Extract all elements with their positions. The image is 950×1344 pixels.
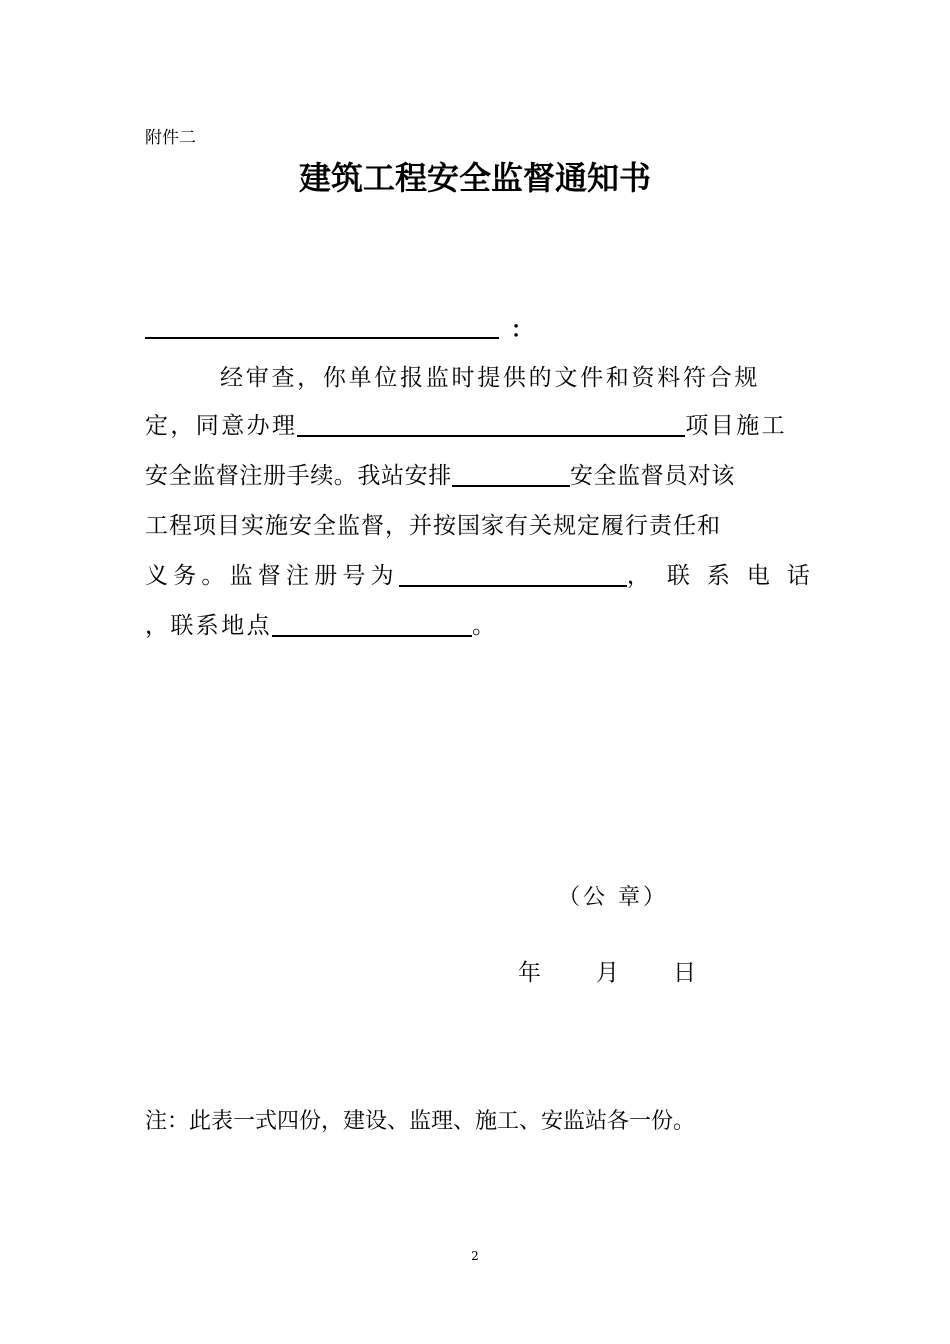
addressee-blank bbox=[145, 315, 499, 339]
body-line-5-text-b: ，联系电话 bbox=[626, 563, 827, 589]
body-line-6-text-a: ，联系地点 bbox=[145, 613, 272, 639]
project-name-blank bbox=[297, 411, 685, 437]
body-line-2 bbox=[145, 411, 787, 441]
body-line-5 bbox=[145, 561, 827, 591]
date-month-label: 月 bbox=[596, 960, 619, 986]
body-line-5-text-a: 义务。监督注册号为 bbox=[145, 563, 399, 589]
attachment-label: 附件二 bbox=[145, 128, 196, 148]
body-line-4: 工程项目实施安全监督，并按国家有关规定履行责任和 bbox=[145, 513, 721, 539]
contact-address-blank bbox=[272, 611, 472, 637]
date-year-label: 年 bbox=[518, 960, 541, 986]
date-day-label: 日 bbox=[673, 960, 696, 986]
body-line-6 bbox=[145, 611, 497, 641]
body-line-6-text-b: 。 bbox=[472, 613, 498, 639]
body-line-3 bbox=[145, 461, 735, 491]
body-line-2-text-b: 项目施工 bbox=[685, 413, 788, 439]
body-line-2-text-a: 定，同意办理 bbox=[145, 413, 298, 439]
body-line-3-text-a: 安全监督注册手续。我站安排 bbox=[145, 463, 452, 489]
addressee-colon: ： bbox=[511, 317, 534, 343]
official-seal-label: （公 章） bbox=[558, 885, 668, 910]
body-line-3-text-b: 安全监督员对该 bbox=[569, 463, 736, 489]
registration-number-blank bbox=[399, 561, 627, 587]
page-number: 2 bbox=[471, 1249, 479, 1263]
document-title: 建筑工程安全监督通知书 bbox=[298, 159, 651, 197]
body-line-1: 经审查，你单位报监时提供的文件和资料符合规 bbox=[220, 365, 761, 391]
footnote: 注：此表一式四份，建设、监理、施工、安监站各一份。 bbox=[145, 1109, 696, 1134]
supervisor-blank bbox=[452, 461, 570, 487]
